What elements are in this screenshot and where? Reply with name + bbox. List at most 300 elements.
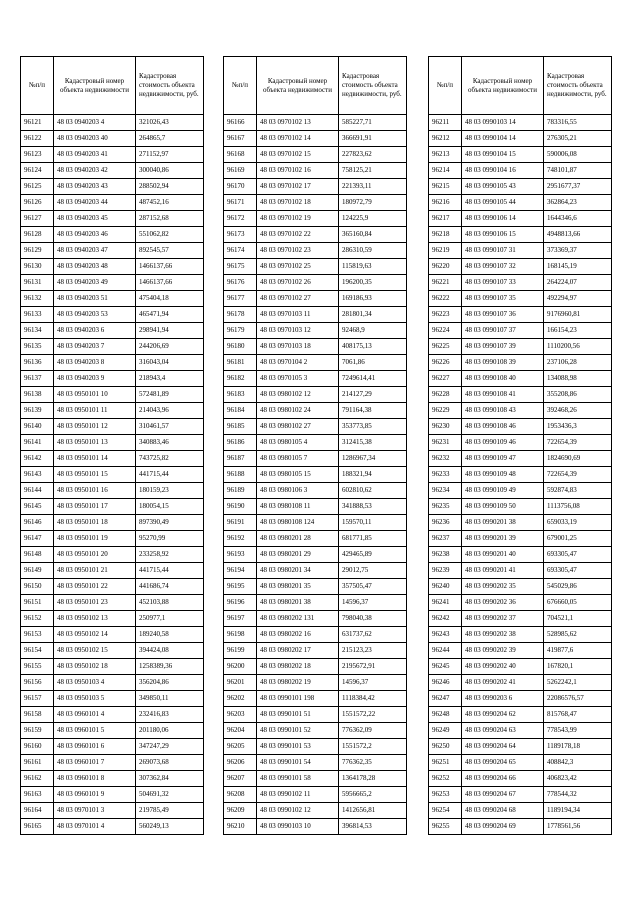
cadastral-number: 48 03 0980108 11 xyxy=(257,499,339,515)
table-row xyxy=(429,483,612,499)
cadastral-value: 22086576,57 xyxy=(544,691,612,707)
row-number: 96240 xyxy=(429,579,462,595)
table-row xyxy=(21,483,204,499)
cadastral-number: 48 03 0950101 14 xyxy=(54,451,136,467)
row-number: 96169 xyxy=(224,163,257,179)
table-row xyxy=(429,627,612,643)
row-number: 96242 xyxy=(429,611,462,627)
cadastral-number: 48 03 0980108 124 xyxy=(257,515,339,531)
cadastral-number: 48 03 0990107 35 xyxy=(462,291,544,307)
table-row xyxy=(21,307,204,323)
table-row xyxy=(429,691,612,707)
cadastral-number: 48 03 0990108 41 xyxy=(462,387,544,403)
cadastral-value: 1110200,56 xyxy=(544,339,612,355)
cadastral-value: 592874,83 xyxy=(544,483,612,499)
header-cadastral-number: Кадастровый номер объекта недвижимости xyxy=(257,57,339,115)
row-number: 96189 xyxy=(224,483,257,499)
table-row xyxy=(224,547,407,563)
table-row xyxy=(21,211,204,227)
cadastral-number: 48 03 0950101 12 xyxy=(54,419,136,435)
cadastral-value: 201180,06 xyxy=(136,723,204,739)
cadastral-value: 1286967,34 xyxy=(339,451,407,467)
cadastral-value: 560249,13 xyxy=(136,819,204,835)
row-number: 96222 xyxy=(429,291,462,307)
cadastral-value: 276305,21 xyxy=(544,131,612,147)
table-row xyxy=(21,131,204,147)
table-row xyxy=(21,531,204,547)
table-row xyxy=(224,771,407,787)
table-row xyxy=(429,787,612,803)
row-number: 96176 xyxy=(224,275,257,291)
cadastral-number: 48 03 0990105 43 xyxy=(462,179,544,195)
cadastral-number: 48 03 0970102 14 xyxy=(257,131,339,147)
cadastral-number: 48 03 0990106 15 xyxy=(462,227,544,243)
table-row xyxy=(429,403,612,419)
cadastral-number: 48 03 0950102 15 xyxy=(54,643,136,659)
cadastral-value: 778543,99 xyxy=(544,723,612,739)
row-number: 96209 xyxy=(224,803,257,819)
cadastral-value: 288502,94 xyxy=(136,179,204,195)
table-row xyxy=(224,275,407,291)
row-number: 96243 xyxy=(429,627,462,643)
header-cadastral-value: Кадастровая стоимость объекта недвижимости, руб. xyxy=(136,57,204,115)
row-number: 96215 xyxy=(429,179,462,195)
cadastral-number: 48 03 0980102 12 xyxy=(257,387,339,403)
table-row xyxy=(21,547,204,563)
row-number: 96210 xyxy=(224,819,257,835)
table-row xyxy=(21,451,204,467)
table-row xyxy=(224,115,407,131)
row-number: 96193 xyxy=(224,547,257,563)
row-number: 96208 xyxy=(224,787,257,803)
row-number: 96135 xyxy=(21,339,54,355)
table-row xyxy=(21,819,204,835)
table-row xyxy=(429,163,612,179)
cadastral-number: 48 03 0990108 46 xyxy=(462,419,544,435)
row-number: 96173 xyxy=(224,227,257,243)
table-row xyxy=(224,243,407,259)
row-number: 96158 xyxy=(21,707,54,723)
table-row xyxy=(224,803,407,819)
cadastral-number: 48 03 0990109 50 xyxy=(462,499,544,515)
cadastral-number: 48 03 0960101 9 xyxy=(54,787,136,803)
cadastral-number: 48 03 0990107 32 xyxy=(462,259,544,275)
cadastral-value: 341888,53 xyxy=(339,499,407,515)
cadastral-value: 286310,59 xyxy=(339,243,407,259)
table-row xyxy=(224,611,407,627)
cadastral-number: 48 03 0980201 28 xyxy=(257,531,339,547)
table-row xyxy=(429,563,612,579)
row-number: 96156 xyxy=(21,675,54,691)
cadastral-value: 722654,39 xyxy=(544,467,612,483)
cadastral-number: 48 03 0980102 24 xyxy=(257,403,339,419)
cadastral-value: 366691,91 xyxy=(339,131,407,147)
table-row xyxy=(429,707,612,723)
cadastral-number: 48 03 0990101 51 xyxy=(257,707,339,723)
cadastral-number: 48 03 0990107 39 xyxy=(462,339,544,355)
table-row xyxy=(21,147,204,163)
table-row xyxy=(224,387,407,403)
row-number: 96238 xyxy=(429,547,462,563)
table-header-row xyxy=(429,57,612,115)
table-row xyxy=(224,787,407,803)
table-row xyxy=(224,291,407,307)
cadastral-number: 48 03 0990204 63 xyxy=(462,723,544,739)
cadastral-value: 676660,05 xyxy=(544,595,612,611)
table-header-row xyxy=(224,57,407,115)
table-row xyxy=(429,579,612,595)
table-row xyxy=(429,643,612,659)
row-number: 96166 xyxy=(224,115,257,131)
cadastral-value: 7249614,41 xyxy=(339,371,407,387)
table-row xyxy=(21,707,204,723)
cadastral-number: 48 03 0940203 48 xyxy=(54,259,136,275)
cadastral-value: 492294,97 xyxy=(544,291,612,307)
table-row xyxy=(224,643,407,659)
cadastral-value: 528985,62 xyxy=(544,627,612,643)
row-number: 96219 xyxy=(429,243,462,259)
table-row xyxy=(21,355,204,371)
table-row xyxy=(21,419,204,435)
header-number: №п/п xyxy=(429,57,462,115)
cadastral-value: 394424,08 xyxy=(136,643,204,659)
cadastral-number: 48 03 0950101 16 xyxy=(54,483,136,499)
cadastral-number: 48 03 0970102 22 xyxy=(257,227,339,243)
cadastral-number: 48 03 0970101 4 xyxy=(54,819,136,835)
table-row xyxy=(224,259,407,275)
cadastral-value: 347247,29 xyxy=(136,739,204,755)
cadastral-number: 48 03 0990204 69 xyxy=(462,819,544,835)
cadastral-number: 48 03 0980102 27 xyxy=(257,419,339,435)
cadastral-number: 48 03 0990103 10 xyxy=(257,819,339,835)
table-row xyxy=(429,515,612,531)
cadastral-value: 441715,44 xyxy=(136,563,204,579)
cadastral-number: 48 03 0940203 53 xyxy=(54,307,136,323)
cadastral-number: 48 03 0940203 4 xyxy=(54,115,136,131)
table-row xyxy=(224,451,407,467)
table-row xyxy=(429,243,612,259)
cadastral-value: 783316,55 xyxy=(544,115,612,131)
cadastral-number: 48 03 0980105 15 xyxy=(257,467,339,483)
row-number: 96239 xyxy=(429,563,462,579)
row-number: 96234 xyxy=(429,483,462,499)
cadastral-value: 504691,32 xyxy=(136,787,204,803)
cadastral-number: 48 03 0940203 41 xyxy=(54,147,136,163)
table-row xyxy=(224,147,407,163)
row-number: 96178 xyxy=(224,307,257,323)
cadastral-value: 310461,57 xyxy=(136,419,204,435)
row-number: 96198 xyxy=(224,627,257,643)
cadastral-value: 693305,47 xyxy=(544,547,612,563)
row-number: 96228 xyxy=(429,387,462,403)
cadastral-number: 48 03 0970102 16 xyxy=(257,163,339,179)
cadastral-value: 551062,82 xyxy=(136,227,204,243)
row-number: 96236 xyxy=(429,515,462,531)
row-number: 96249 xyxy=(429,723,462,739)
cadastral-value: 5262242,1 xyxy=(544,675,612,691)
row-number: 96149 xyxy=(21,563,54,579)
row-number: 96204 xyxy=(224,723,257,739)
table-row xyxy=(429,723,612,739)
row-number: 96186 xyxy=(224,435,257,451)
row-number: 96201 xyxy=(224,675,257,691)
cadastral-value: 897390,49 xyxy=(136,515,204,531)
cadastral-value: 357505,47 xyxy=(339,579,407,595)
row-number: 96230 xyxy=(429,419,462,435)
cadastral-number: 48 03 0950103 4 xyxy=(54,675,136,691)
row-number: 96254 xyxy=(429,803,462,819)
row-number: 96152 xyxy=(21,611,54,627)
cadastral-number: 48 03 0990104 14 xyxy=(462,131,544,147)
cadastral-value: 14596,37 xyxy=(339,595,407,611)
cadastral-number: 48 03 0970102 15 xyxy=(257,147,339,163)
cadastral-value: 180054,15 xyxy=(136,499,204,515)
cadastral-value: 312415,38 xyxy=(339,435,407,451)
table-row xyxy=(21,323,204,339)
table-row xyxy=(21,643,204,659)
row-number: 96157 xyxy=(21,691,54,707)
cadastral-number: 48 03 0950102 13 xyxy=(54,611,136,627)
table-row xyxy=(21,435,204,451)
table-row xyxy=(429,323,612,339)
cadastral-value: 487452,16 xyxy=(136,195,204,211)
cadastral-value: 180159,23 xyxy=(136,483,204,499)
table-row xyxy=(224,339,407,355)
cadastral-value: 95270,99 xyxy=(136,531,204,547)
cadastral-value: 353773,85 xyxy=(339,419,407,435)
cadastral-number: 48 03 0990108 40 xyxy=(462,371,544,387)
row-number: 96233 xyxy=(429,467,462,483)
cadastral-value: 748101,87 xyxy=(544,163,612,179)
cadastral-number: 48 03 0990109 48 xyxy=(462,467,544,483)
cadastral-number: 48 03 0940203 49 xyxy=(54,275,136,291)
table-row xyxy=(21,659,204,675)
cadastral-number: 48 03 0970102 23 xyxy=(257,243,339,259)
cadastral-table-3 xyxy=(428,56,612,835)
table-row xyxy=(21,627,204,643)
cadastral-table-2 xyxy=(223,56,407,835)
cadastral-value: 167820,1 xyxy=(544,659,612,675)
cadastral-value: 298941,94 xyxy=(136,323,204,339)
table-row xyxy=(21,179,204,195)
table-row xyxy=(224,403,407,419)
cadastral-value: 159570,11 xyxy=(339,515,407,531)
cadastral-number: 48 03 0990101 198 xyxy=(257,691,339,707)
cadastral-value: 815768,47 xyxy=(544,707,612,723)
cadastral-value: 406823,42 xyxy=(544,771,612,787)
cadastral-number: 48 03 0950101 10 xyxy=(54,387,136,403)
table-row xyxy=(224,723,407,739)
row-number: 96160 xyxy=(21,739,54,755)
cadastral-value: 892545,57 xyxy=(136,243,204,259)
cadastral-number: 48 03 0960101 4 xyxy=(54,707,136,723)
row-number: 96217 xyxy=(429,211,462,227)
table-row xyxy=(21,803,204,819)
table-row xyxy=(224,531,407,547)
cadastral-number: 48 03 0950102 14 xyxy=(54,627,136,643)
cadastral-number: 48 03 0990107 31 xyxy=(462,243,544,259)
cadastral-value: 340883,46 xyxy=(136,435,204,451)
table-row xyxy=(21,227,204,243)
cadastral-value: 1412656,81 xyxy=(339,803,407,819)
cadastral-number: 48 03 0990201 38 xyxy=(462,515,544,531)
cadastral-value: 681771,85 xyxy=(339,531,407,547)
header-cadastral-value: Кадастровая стоимость объекта недвижимости, руб. xyxy=(339,57,407,115)
table-row xyxy=(224,659,407,675)
cadastral-number: 48 03 0990203 6 xyxy=(462,691,544,707)
row-number: 96129 xyxy=(21,243,54,259)
cadastral-number: 48 03 0980201 29 xyxy=(257,547,339,563)
cadastral-number: 48 03 0950101 20 xyxy=(54,547,136,563)
cadastral-number: 48 03 0980202 16 xyxy=(257,627,339,643)
cadastral-value: 219785,49 xyxy=(136,803,204,819)
cadastral-value: 4948813,66 xyxy=(544,227,612,243)
cadastral-number: 48 03 0990109 46 xyxy=(462,435,544,451)
cadastral-value: 169186,93 xyxy=(339,291,407,307)
table-row xyxy=(21,467,204,483)
table-row xyxy=(21,515,204,531)
cadastral-number: 48 03 0980201 35 xyxy=(257,579,339,595)
table-row xyxy=(429,611,612,627)
cadastral-value: 465471,94 xyxy=(136,307,204,323)
row-number: 96126 xyxy=(21,195,54,211)
row-number: 96252 xyxy=(429,771,462,787)
row-number: 96147 xyxy=(21,531,54,547)
cadastral-value: 264865,7 xyxy=(136,131,204,147)
table-row xyxy=(21,787,204,803)
row-number: 96136 xyxy=(21,355,54,371)
cadastral-number: 48 03 0940203 7 xyxy=(54,339,136,355)
cadastral-value: 271152,97 xyxy=(136,147,204,163)
cadastral-number: 48 03 0950102 18 xyxy=(54,659,136,675)
cadastral-number: 48 03 0950101 17 xyxy=(54,499,136,515)
cadastral-value: 778544,32 xyxy=(544,787,612,803)
header-cadastral-number: Кадастровый номер объекта недвижимости xyxy=(462,57,544,115)
row-number: 96211 xyxy=(429,115,462,131)
row-number: 96223 xyxy=(429,307,462,323)
table-row xyxy=(429,211,612,227)
row-number: 96218 xyxy=(429,227,462,243)
cadastral-value: 408842,3 xyxy=(544,755,612,771)
row-number: 96155 xyxy=(21,659,54,675)
row-number: 96137 xyxy=(21,371,54,387)
cadastral-value: 5956665,2 xyxy=(339,787,407,803)
cadastral-number: 48 03 0990202 38 xyxy=(462,627,544,643)
row-number: 96225 xyxy=(429,339,462,355)
row-number: 96194 xyxy=(224,563,257,579)
cadastral-number: 48 03 0990106 14 xyxy=(462,211,544,227)
cadastral-number: 48 03 0970103 18 xyxy=(257,339,339,355)
table-row xyxy=(429,131,612,147)
row-number: 96227 xyxy=(429,371,462,387)
row-number: 96122 xyxy=(21,131,54,147)
row-number: 96199 xyxy=(224,643,257,659)
cadastral-number: 48 03 0970102 26 xyxy=(257,275,339,291)
cadastral-value: 349850,11 xyxy=(136,691,204,707)
table-row xyxy=(224,419,407,435)
table-row xyxy=(224,227,407,243)
cadastral-value: 281801,34 xyxy=(339,307,407,323)
table-header-row xyxy=(21,57,204,115)
table-row xyxy=(429,179,612,195)
table-row xyxy=(224,755,407,771)
row-number: 96192 xyxy=(224,531,257,547)
row-number: 96167 xyxy=(224,131,257,147)
cadastral-value: 232416,83 xyxy=(136,707,204,723)
cadastral-value: 452103,88 xyxy=(136,595,204,611)
table-row xyxy=(224,739,407,755)
cadastral-number: 48 03 0960101 8 xyxy=(54,771,136,787)
table-row xyxy=(21,163,204,179)
table-row xyxy=(21,691,204,707)
cadastral-value: 791164,38 xyxy=(339,403,407,419)
cadastral-value: 1551572,22 xyxy=(339,707,407,723)
cadastral-number: 48 03 0980201 38 xyxy=(257,595,339,611)
table-row xyxy=(429,307,612,323)
table-row xyxy=(429,275,612,291)
row-number: 96188 xyxy=(224,467,257,483)
cadastral-number: 48 03 0950101 22 xyxy=(54,579,136,595)
cadastral-number: 48 03 0990204 67 xyxy=(462,787,544,803)
cadastral-number: 48 03 0990107 37 xyxy=(462,323,544,339)
table-row xyxy=(429,195,612,211)
cadastral-number: 48 03 0980202 131 xyxy=(257,611,339,627)
table-row xyxy=(224,195,407,211)
cadastral-value: 362864,23 xyxy=(544,195,612,211)
cadastral-number: 48 03 0970102 19 xyxy=(257,211,339,227)
cadastral-value: 1644346,6 xyxy=(544,211,612,227)
cadastral-value: 214127,29 xyxy=(339,387,407,403)
table-row xyxy=(429,435,612,451)
cadastral-number: 48 03 0990201 41 xyxy=(462,563,544,579)
row-number: 96153 xyxy=(21,627,54,643)
row-number: 96174 xyxy=(224,243,257,259)
cadastral-number: 48 03 0940203 43 xyxy=(54,179,136,195)
row-number: 96138 xyxy=(21,387,54,403)
table-row xyxy=(429,675,612,691)
cadastral-number: 48 03 0960101 5 xyxy=(54,723,136,739)
table-row xyxy=(429,147,612,163)
cadastral-value: 215123,23 xyxy=(339,643,407,659)
cadastral-value: 134088,98 xyxy=(544,371,612,387)
table-row xyxy=(224,819,407,835)
row-number: 96213 xyxy=(429,147,462,163)
row-number: 96245 xyxy=(429,659,462,675)
cadastral-value: 307362,84 xyxy=(136,771,204,787)
cadastral-number: 48 03 0940203 6 xyxy=(54,323,136,339)
cadastral-value: 214043,96 xyxy=(136,403,204,419)
row-number: 96134 xyxy=(21,323,54,339)
cadastral-number: 48 03 0970103 11 xyxy=(257,307,339,323)
cadastral-value: 356204,86 xyxy=(136,675,204,691)
row-number: 96221 xyxy=(429,275,462,291)
cadastral-value: 321026,43 xyxy=(136,115,204,131)
row-number: 96212 xyxy=(429,131,462,147)
cadastral-value: 776362,09 xyxy=(339,723,407,739)
row-number: 96180 xyxy=(224,339,257,355)
cadastral-value: 373369,37 xyxy=(544,243,612,259)
cadastral-value: 572481,89 xyxy=(136,387,204,403)
cadastral-number: 48 03 0940203 47 xyxy=(54,243,136,259)
cadastral-value: 355208,86 xyxy=(544,387,612,403)
row-number: 96255 xyxy=(429,819,462,835)
cadastral-value: 166154,23 xyxy=(544,323,612,339)
cadastral-number: 48 03 0990101 53 xyxy=(257,739,339,755)
cadastral-number: 48 03 0990202 39 xyxy=(462,643,544,659)
cadastral-value: 602810,62 xyxy=(339,483,407,499)
cadastral-number: 48 03 0940203 44 xyxy=(54,195,136,211)
row-number: 96121 xyxy=(21,115,54,131)
